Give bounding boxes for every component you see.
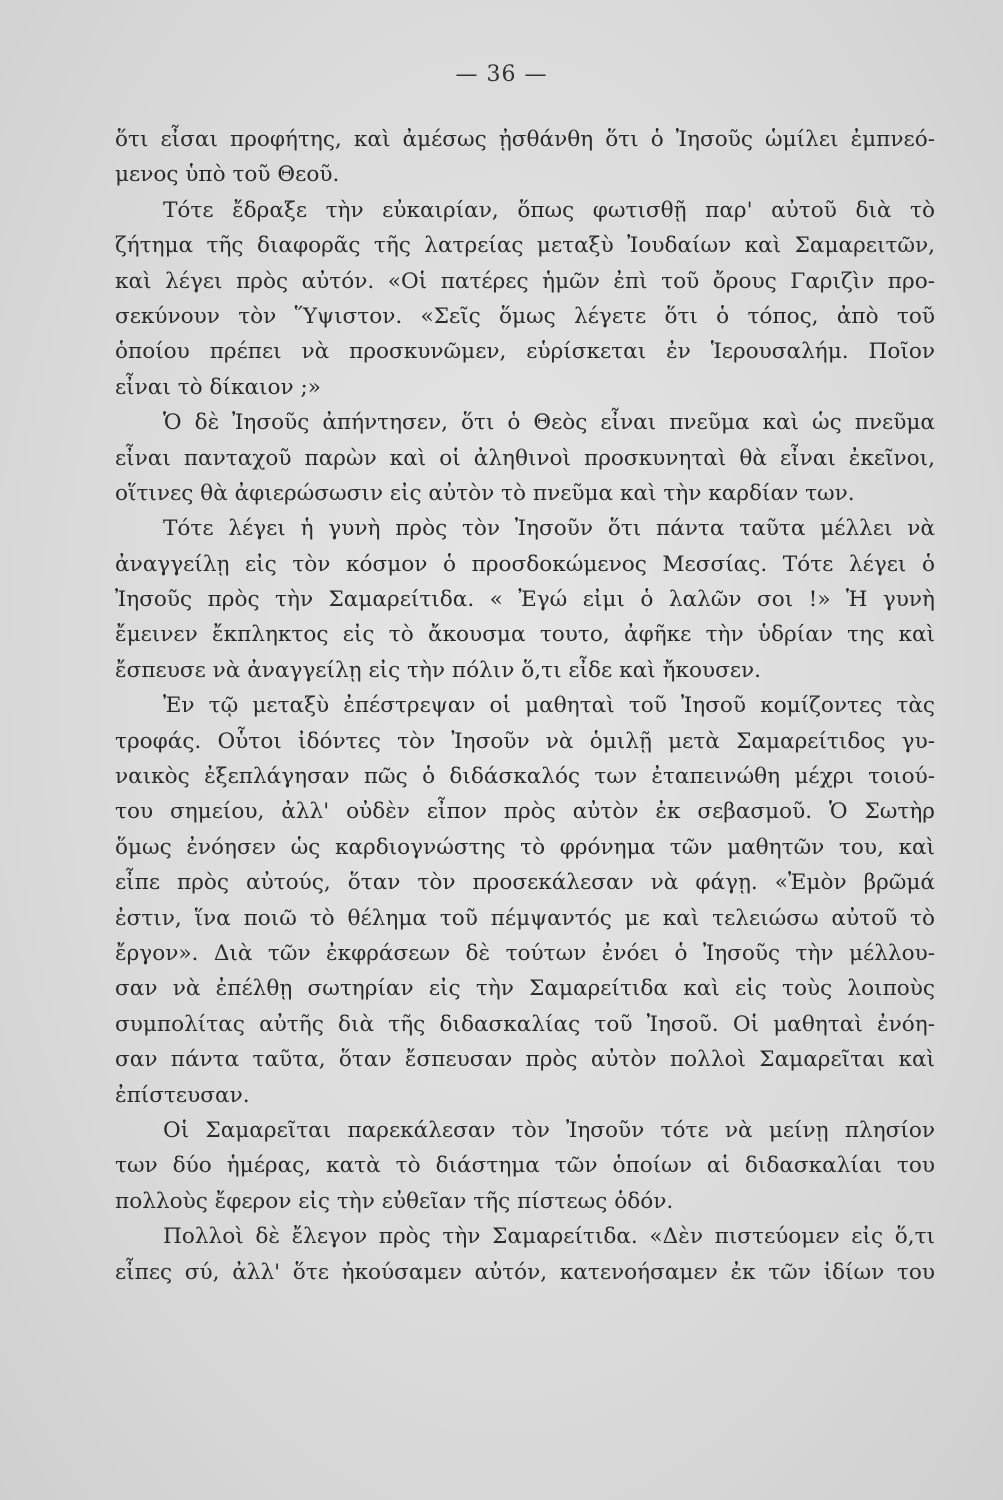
text-line: του σημείου, ἀλλ' οὐδὲν εἶπον πρὸς αὐτὸν ἐκ σεβασμοῦ. Ὁ Σωτὴρ — [115, 799, 935, 825]
text-line: των δύο ἡμέρας, κατὰ τὸ διάστημα τῶν ὁποίων αἱ διδασκαλίαι του — [115, 1153, 935, 1179]
text-line: καὶ λέγει πρὸς αὐτόν. «Οἱ πατέρες ἡμῶν ἐπὶ τοῦ ὄρους Γαριζὶν προ- — [115, 268, 935, 294]
text-line: μενος ὑπὸ τοῦ Θεοῦ. — [115, 162, 340, 188]
paragraph — [115, 688, 935, 1113]
paragraph — [115, 511, 935, 688]
text-line: εἶπε πρὸς αὐτούς, ὅταν τὸν προσεκάλεσαν νὰ φάγῃ. «Ἐμὸν βρῶμά — [115, 870, 935, 896]
text-line: ἐπίστευσαν. — [115, 1082, 250, 1108]
paragraph — [115, 1113, 935, 1219]
text-line: εἶπες σύ, ἀλλ' ὅτε ἠκούσαμεν αὐτόν, κατενοήσαμεν ἐκ τῶν ἰδίων του — [115, 1259, 935, 1285]
text-line: εἶναι τὸ δίκαιον ;» — [115, 374, 321, 400]
text-line: ἀναγγείλῃ εἰς τὸν κόσμον ὁ προσδοκώμενος Μεσσίας. Τότε λέγει ὁ — [115, 551, 935, 577]
text-line: Οἱ Σαμαρεῖται παρεκάλεσαν τὸν Ἰησοῦν τότε νὰ μείνῃ πλησίον — [163, 1117, 935, 1143]
text-line: σεκύνουν τὸν Ὕψιστον. «Σεῖς ὅμως λέγετε ὅτι ὁ τόπος, ἀπὸ τοῦ — [115, 303, 935, 329]
text-line: ἐστιν, ἵνα ποιῶ τὸ θέλημα τοῦ πέμψαντός με καὶ τελειώσω αὐτοῦ τὸ — [115, 905, 935, 931]
text-line: Ἰησοῦς πρὸς τὴν Σαμαρείτιδα. « Ἐγώ εἰμι ὁ λαλῶν σοι !» Ἡ γυνὴ — [115, 587, 935, 613]
text-line: Τότε ἔδραξε τὴν εὐκαιρίαν, ὅπως φωτισθῇ παρ' αὐτοῦ διὰ τὸ — [163, 197, 935, 223]
text-line: οἵτινες θὰ ἀφιερώσωσιν εἰς αὐτὸν τὸ πνεῦμα καὶ τὴν καρδίαν των. — [115, 480, 855, 506]
text-line: Τότε λέγει ἡ γυνὴ πρὸς τὸν Ἰησοῦν ὅτι πάντα ταῦτα μέλλει νὰ — [163, 516, 935, 542]
text-line: τροφάς. Οὗτοι ἰδόντες τὸν Ἰησοῦν νὰ ὁμιλῇ μετὰ Σαμαρείτιδος γυ- — [115, 728, 935, 754]
paragraph — [115, 1219, 935, 1290]
text-line: ἔργον». Διὰ τῶν ἐκφράσεων δὲ τούτων ἐνόει ὁ Ἰησοῦς τὴν μέλλου- — [115, 940, 935, 966]
text-line: πολλοὺς ἔφερον εἰς τὴν εὐθεῖαν τῆς πίστεως ὁδόν. — [115, 1188, 674, 1214]
paragraph — [115, 193, 935, 405]
text-line: Ἐν τῷ μεταξὺ ἐπέστρεψαν οἱ μαθηταὶ τοῦ Ἰησοῦ κομίζοντες τὰς — [163, 693, 935, 719]
text-line: ναικὸς ἐξεπλάγησαν πῶς ὁ διδάσκαλός των ἐταπεινώθη μέχρι τοιού- — [115, 764, 935, 790]
body-text — [115, 122, 935, 1290]
text-line: εἶναι πανταχοῦ παρὼν καὶ οἱ ἀληθινοὶ προσκυνηταὶ θὰ εἶναι ἐκεῖνοι, — [115, 445, 935, 471]
text-line: Πολλοὶ δὲ ἔλεγον πρὸς τὴν Σαμαρείτιδα. «Δὲν πιστεύομεν εἰς ὅ,τι — [163, 1224, 935, 1250]
text-line: ἔμεινεν ἔκπληκτος εἰς τὸ ἄκουσμα τουτο, ἀφῆκε τὴν ὑδρίαν της καὶ — [115, 622, 935, 648]
text-line: ἔσπευσε νὰ ἀναγγείλῃ εἰς τὴν πόλιν ὅ,τι εἶδε καὶ ἤκουσεν. — [115, 657, 761, 683]
paragraph — [115, 122, 935, 193]
page-number: — 36 — — [455, 62, 548, 87]
text-line: ὅτι εἶσαι προφήτης, καὶ ἀμέσως ᾐσθάνθη ὅτι ὁ Ἰησοῦς ὡμίλει ἐμπνεό- — [115, 127, 935, 152]
text-line: σαν πάντα ταῦτα, ὅταν ἔσπευσαν πρὸς αὐτὸν πολλοὶ Σαμαρεῖται καὶ — [115, 1047, 935, 1073]
text-line: ὁποίου πρέπει νὰ προσκυνῶμεν, εὑρίσκεται ἐν Ἱερουσαλήμ. Ποῖον — [115, 339, 935, 365]
text-line: Ὁ δὲ Ἰησοῦς ἀπήντησεν, ὅτι ὁ Θεὸς εἶναι πνεῦμα καὶ ὡς πνεῦμα — [163, 410, 935, 436]
text-line: ὅμως ἐνόησεν ὡς καρδιογνώστης τὸ φρόνημα τῶν μαθητῶν του, καὶ — [115, 834, 935, 860]
text-line: συμπολίτας αὐτῆς διὰ τῆς διδασκαλίας τοῦ Ἰησοῦ. Οἱ μαθηταὶ ἐνόη- — [115, 1011, 935, 1037]
paragraph — [115, 405, 935, 511]
text-line: ζήτημα τῆς διαφορᾶς τῆς λατρείας μεταξὺ Ἰουδαίων καὶ Σαμαρειτῶν, — [115, 233, 935, 259]
text-line: σαν νὰ ἐπέλθῃ σωτηρίαν εἰς τὴν Σαμαρείτιδα καὶ εἰς τοὺς λοιποὺς — [115, 976, 935, 1002]
